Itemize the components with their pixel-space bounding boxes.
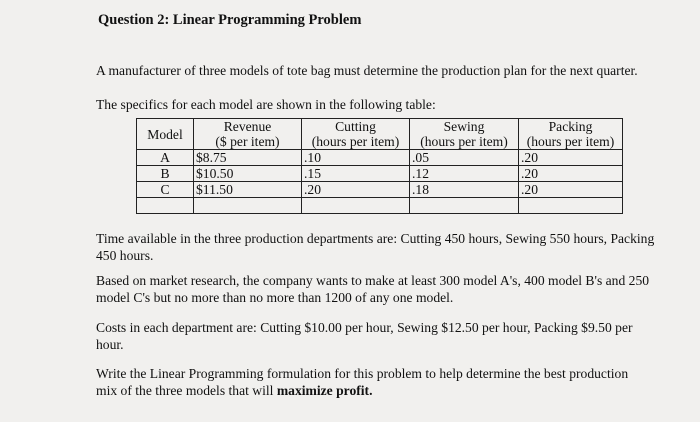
header-revenue-top: Revenue xyxy=(223,119,272,134)
header-sewing-unit: (hours per item) xyxy=(420,134,508,149)
header-revenue xyxy=(194,119,302,150)
table-header-row xyxy=(137,119,623,150)
row-model: A xyxy=(137,150,194,166)
row-sewing: .18 xyxy=(410,182,519,198)
header-sewing-top: Sewing xyxy=(443,119,485,134)
header-model xyxy=(137,119,194,150)
instruction-emphasis: maximize profit. xyxy=(276,382,373,398)
empty-cell xyxy=(410,198,519,214)
row-revenue: $11.50 xyxy=(194,182,302,198)
row-packing: .20 xyxy=(519,166,623,182)
empty-cell xyxy=(194,198,302,214)
row-packing: .20 xyxy=(519,150,623,166)
costs-paragraph: Costs in each department are: Cutting $10.00 per hour, Sewing $12.50 per hour, Packing $9.50 per hour. xyxy=(96,320,633,352)
table-row xyxy=(137,150,623,166)
empty-cell xyxy=(302,198,410,214)
header-revenue-unit: ($ per item) xyxy=(215,134,280,149)
header-packing-unit: (hours per item) xyxy=(526,134,615,149)
header-cutting-unit: (hours per item) xyxy=(311,134,400,149)
row-sewing: .05 xyxy=(410,150,519,166)
row-model: C xyxy=(137,182,194,198)
row-model: B xyxy=(137,166,194,182)
row-packing: .20 xyxy=(519,182,623,198)
instruction-paragraph xyxy=(96,366,641,399)
row-sewing: .12 xyxy=(410,166,519,182)
row-cutting: .10 xyxy=(302,150,410,166)
table-row xyxy=(137,166,623,182)
question-title: Question 2: Linear Programming Problem xyxy=(98,12,362,28)
row-revenue: $10.50 xyxy=(194,166,302,182)
empty-cell xyxy=(519,198,623,214)
header-packing-top: Packing xyxy=(548,119,593,134)
header-sewing xyxy=(410,119,519,150)
intro-paragraph: A manufacturer of three models of tote bag must determine the production plan for the next quarter. xyxy=(96,63,638,78)
empty-cell xyxy=(137,198,194,214)
header-cutting-top: Cutting xyxy=(335,119,376,134)
time-available-paragraph: Time available in the three production departments are: Cutting 450 hours, Sewing 550 hours, Packing 450 hours. xyxy=(96,231,655,263)
table-intro-line: The specifics for each model are shown in the following table: xyxy=(96,97,436,112)
market-research-paragraph: Based on market research, the company wants to make at least 300 model A's, 400 model B's and 250 model C's but no more than no more than 1200 of any one model. xyxy=(96,273,650,305)
row-cutting: .15 xyxy=(302,166,410,182)
row-revenue: $8.75 xyxy=(194,150,302,166)
header-cutting xyxy=(302,119,410,150)
table-row xyxy=(137,182,623,198)
table-row-empty xyxy=(137,198,623,214)
specifics-table xyxy=(136,118,623,214)
header-packing xyxy=(519,119,623,150)
row-cutting: .20 xyxy=(302,182,410,198)
header-model-label: Model xyxy=(147,126,183,142)
instruction-text: Write the Linear Programming formulation for this problem to help determine the best production mix of the three models that will xyxy=(96,366,629,398)
